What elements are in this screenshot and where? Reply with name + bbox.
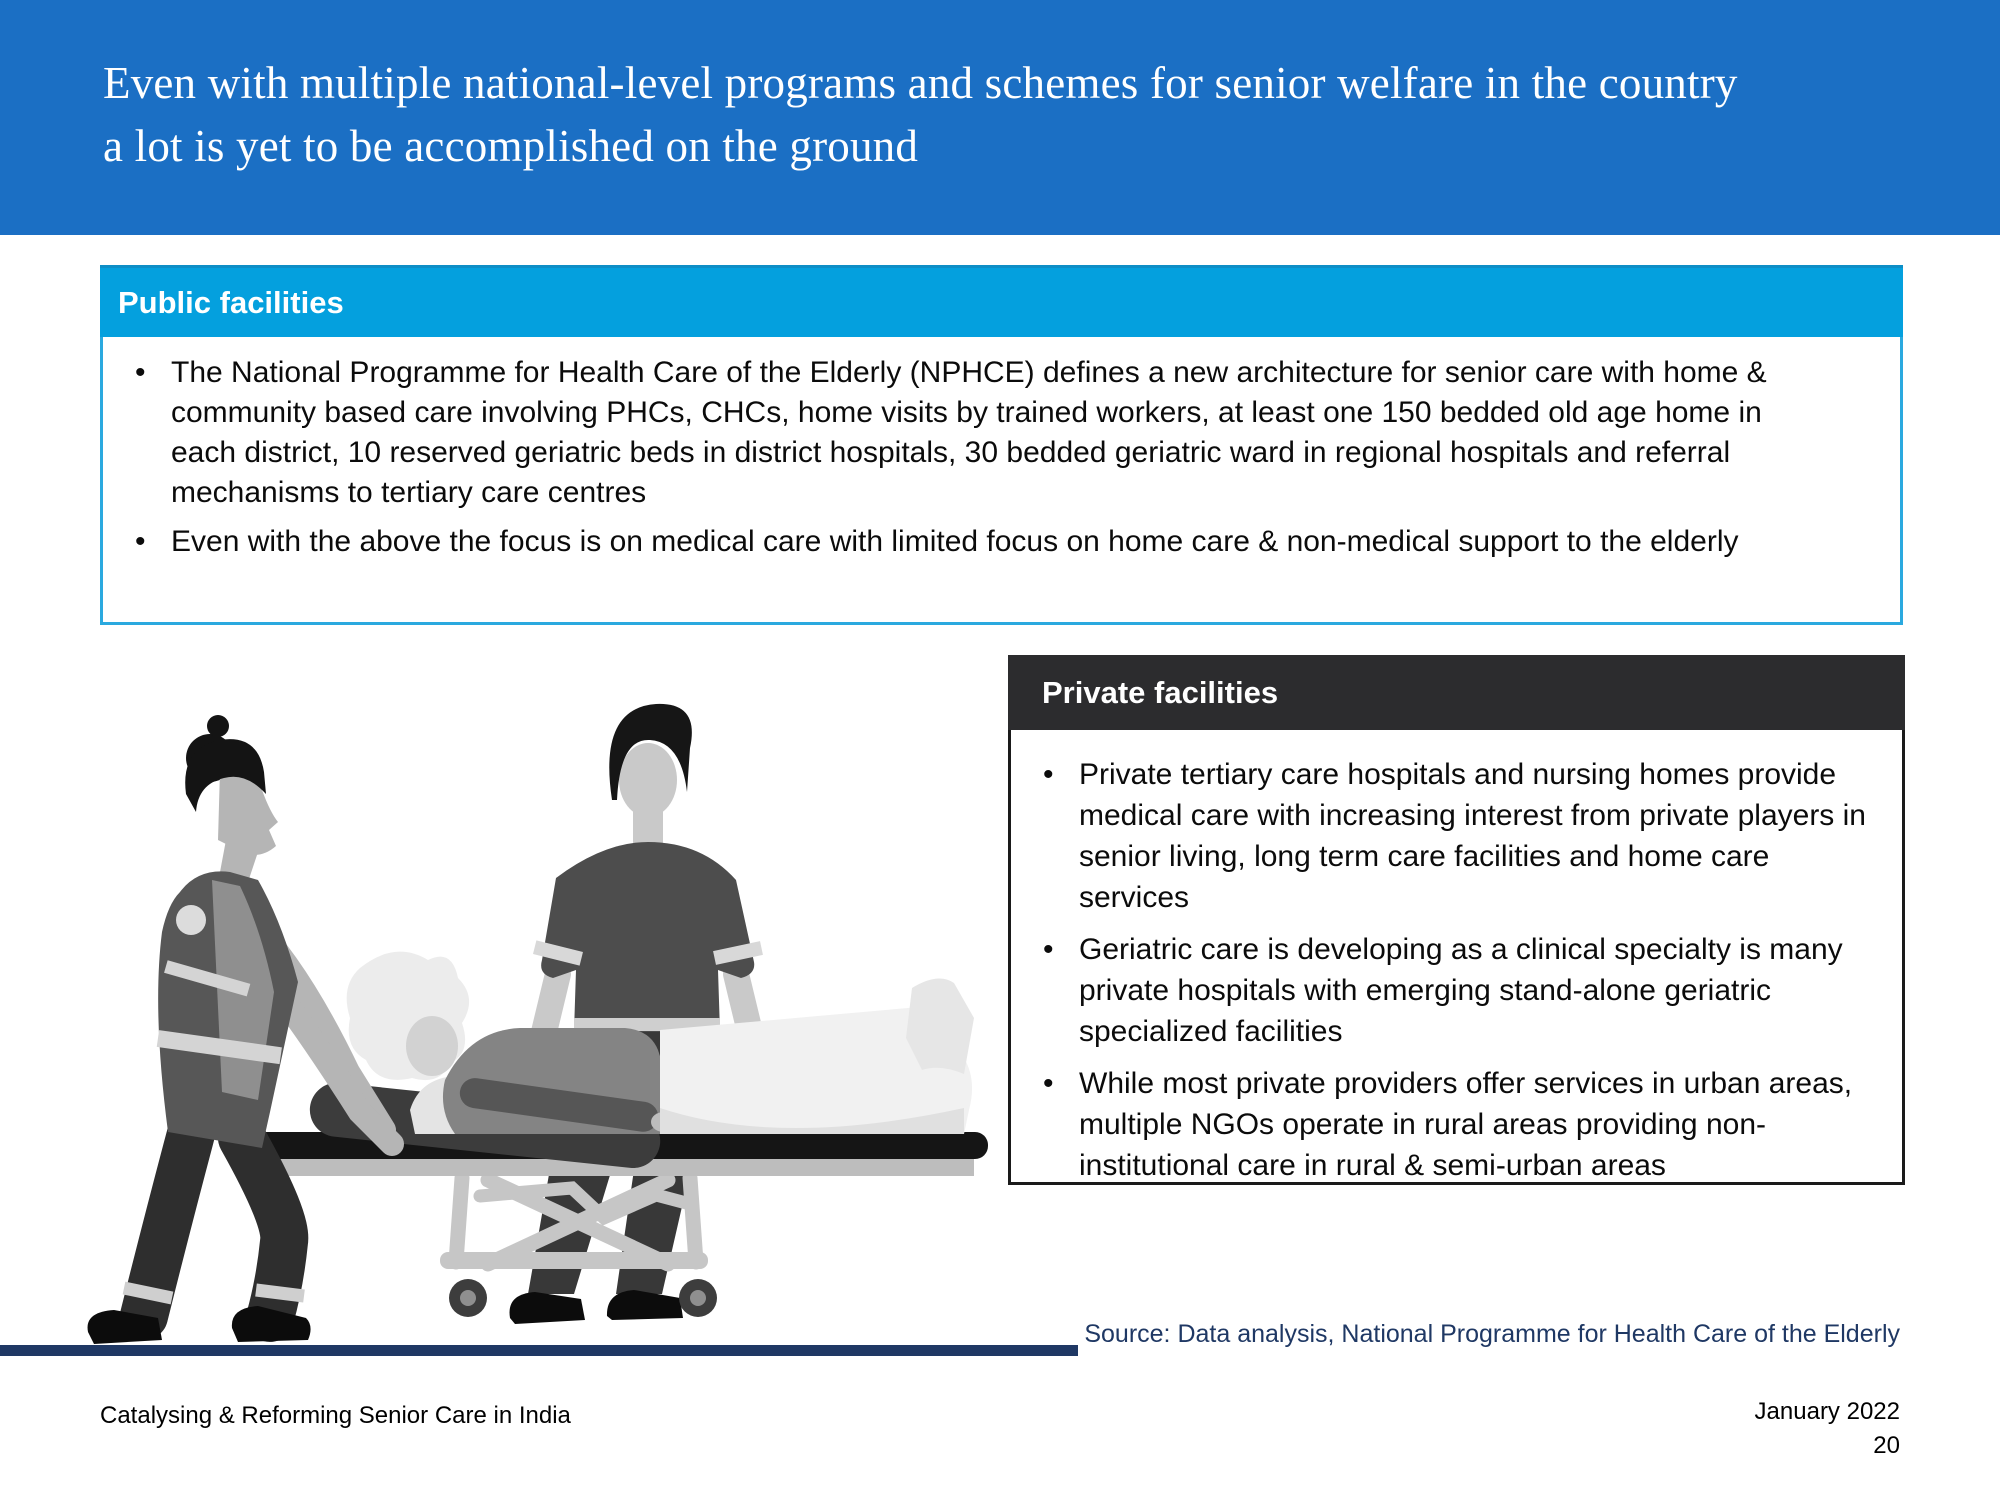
footer-divider-line [0,1345,1078,1356]
bullet-item: • The National Programme for Health Care of the Elderly (NPHCE) defines a new architecture for senior care with home & community based care involving PHCs, CHCs, home visits by trained workers, at least one 150 bedded old age home in each district, 10 reserved geriatric beds in district hospitals, 30 bedded geriatric ward in regional hospitals and referral mechanisms to tertiary care centres [123,353,1830,513]
private-facilities-header [1008,655,1905,730]
patient-head [406,1016,458,1076]
private-facilities-box [1008,655,1905,1185]
bullet-item: • Even with the above the focus is on medical care with limited focus on home care & non-medical support to the elderly [123,522,1830,562]
stretcher-bottom-rail [440,1252,708,1269]
slide-title [103,52,1943,178]
public-facilities-header [100,265,1903,337]
bullet-item: • Geriatric care is developing as a clinical specialty is many private hospitals with emerging stand-alone geriatric specialized facilities [1035,929,1884,1052]
footer-date: January 2022 [1754,1398,1900,1425]
public-facilities-body [100,337,1903,625]
footer-document-title: Catalysing & Reforming Senior Care in India [100,1402,571,1429]
slide-title-line-1: Even with multiple national-level programs and schemes for senior welfare in the country [103,58,1738,108]
title-band [0,0,2000,235]
bullet-item: • While most private providers offer services in urban areas, multiple NGOs operate in rural areas providing non-institutional care in rural & semi-urban areas [1035,1063,1884,1185]
private-facilities-body [1008,730,1905,1185]
stretcher-illustration [60,680,1010,1380]
stretcher-illustration-svg [60,680,1010,1380]
private-facilities-bullet-list [1035,754,1884,1185]
public-facilities-title: Public facilities [118,284,344,320]
footer-page-number: 20 [1873,1432,1900,1459]
female-caregiver [88,715,392,1344]
public-facilities-box [100,265,1903,625]
public-facilities-bullet-list [123,353,1830,562]
bullet-item: • Private tertiary care hospitals and nursing homes provide medical care with increasing interest from private players in senior living, long term care facilities and home care services [1035,754,1884,918]
slide-title-line-2: a lot is yet to be accomplished on the ground [103,121,919,171]
private-facilities-title: Private facilities [1042,674,1279,710]
source-note: Source: Data analysis, National Programme for Health Care of the Elderly [1084,1320,1900,1348]
